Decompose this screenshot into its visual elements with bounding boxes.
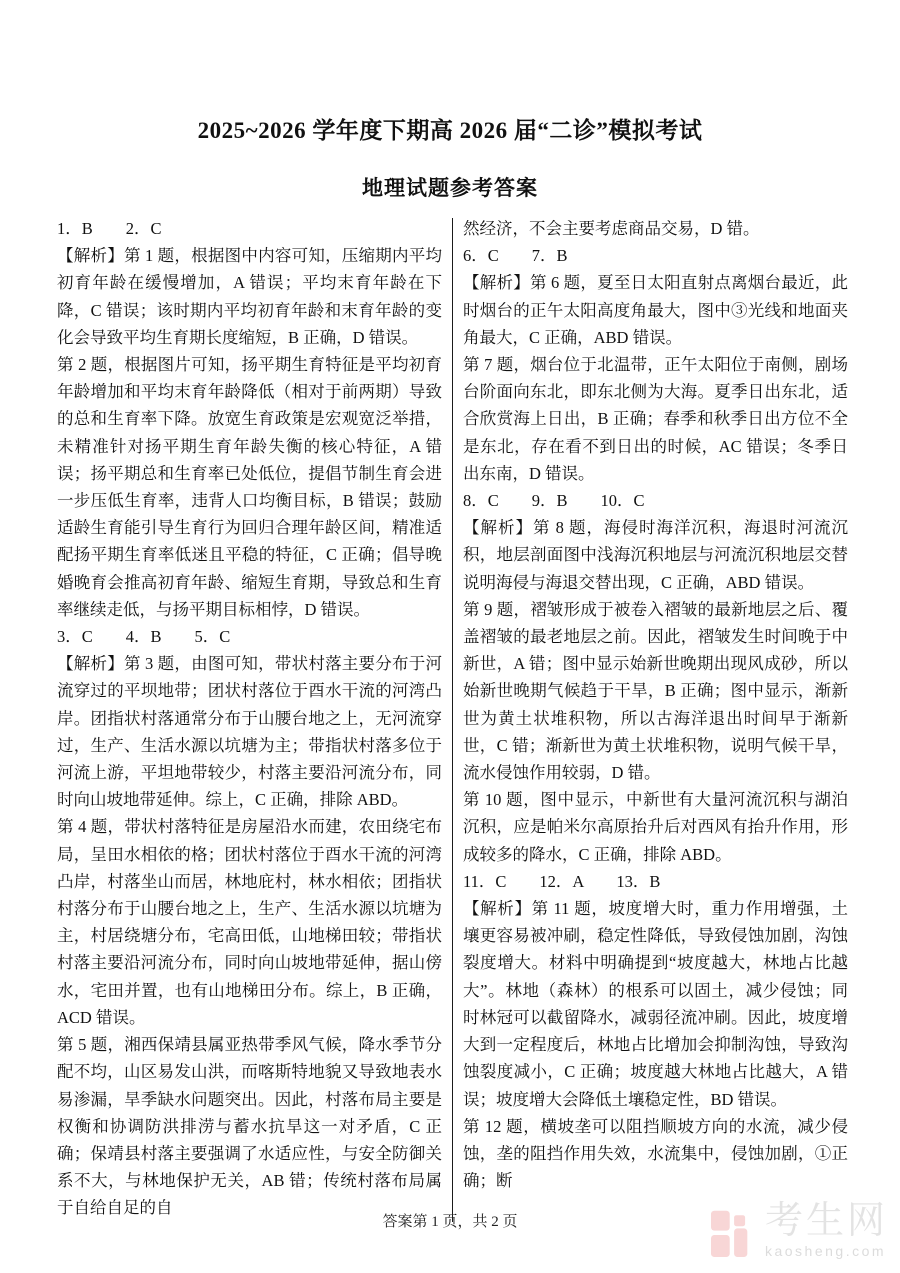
explanation-paragraph: 第 5 题，湘西保靖县属亚热带季风气候，降水季节分配不均，山区易发山洪，而喀斯特地貌又导致地表水易渗漏，旱季缺水问题突出。因此，村落布局主要是权衡和协调防洪排涝与蓄水抗旱这一对矛盾，C 正确；保靖县村落主要强调了水适应性，与安全防御关系不大，与林地保护无关，AB 错；传统村落布局属于自给自足的自: [57, 1035, 442, 1218]
kaosheng-watermark: [711, 1201, 888, 1263]
right-column: [463, 215, 848, 1222]
answer-key-line: 6．C 7．B: [463, 246, 568, 266]
explanation-paragraph: 【解析】第 6 题，夏至日太阳直射点离烟台最近，此时烟台的正午太阳高度角最大，图中③光线和地面夹角最大，C 正确，ABD 错误。: [463, 273, 848, 347]
explanation-paragraph: 然经济，不会主要考虑商品交易，D 错。: [463, 219, 760, 238]
answer-key-line: 8．C 9．B 10．C: [463, 491, 645, 511]
answer-key-line: 11．C 12．A 13．B: [463, 871, 661, 891]
two-column-body: [57, 215, 848, 1222]
kaosheng-logo-icon: [711, 1207, 755, 1263]
watermark-domain: kaosheng.com: [764, 1243, 887, 1259]
explanation-paragraph: 第 7 题，烟台位于北温带，正午太阳位于南侧，剧场台阶面向东北，即东北侧为大海。夏季日出东北，适合欣赏海上日出，B 正确；春季和秋季日出方位不全是东北，存在看不到日出的时候，AC 错误；冬季日出东南，D 错误。: [463, 355, 848, 483]
watermark-text-block: [765, 1201, 888, 1259]
watermark-brand: 考生网: [764, 1200, 888, 1242]
answer-key-line: 3．C 4．B 5．C: [57, 627, 231, 647]
answer-key-line: 1．B 2．C: [57, 219, 162, 238]
explanation-paragraph: 【解析】第 8 题，海侵时海洋沉积，海退时河流沉积，地层剖面图中浅海沉积地层与河流沉积地层交替说明海侵与海退交替出现，C 正确，ABD 错误。: [463, 518, 848, 592]
explanation-paragraph: 第 12 题，横坡垄可以阻挡顺坡方向的水流，减少侵蚀，垄的阻挡作用失效，水流集中，侵蚀加剧，①正确；断: [463, 1116, 848, 1191]
page-title: 2025~2026 学年度下期高 2026 届“二诊”模拟考试: [197, 118, 703, 143]
explanation-paragraph: 第 2 题，根据图片可知，扬平期生育特征是平均初育年龄增加和平均末育年龄降低（相对于前两期）导致的总和生育率下降。放宽生育政策是宏观宽泛举措，未精准针对扬平期生育年龄失衡的核心特征，A 错误；扬平期总和生育率已处低位，提倡节制生育会进一步压低生育率，违背人口均衡目标，B 错误；鼓励适龄生育能引导生育行为回归合理年龄区间，精准适配扬平期生育率低迷且平稳的特征，C 正确；倡导晚婚晚育会推高初育年龄、缩短生育期，导致总和生育率继续走低，与扬平期目标相悖，D 错误。: [57, 355, 442, 619]
explanation-paragraph: 第 10 题，图中显示，中新世有大量河流沉积与湖泊沉积，应是帕米尔高原抬升后对西风有抬升作用，形成较多的降水，C 正确，排除 ABD。: [463, 790, 848, 864]
explanation-paragraph: 【解析】第 11 题，坡度增大时，重力作用增强，土壤更容易被冲刷，稳定性降低，导致侵蚀加剧，沟蚀裂度增大。材料中明确提到“坡度越大，林地占比越大”。林地（森林）的根系可以固土，减少侵蚀；同时林冠可以截留降水，减弱径流冲刷。因此，坡度增大到一定程度后，林地占比增加会抑制沟蚀，导致沟蚀裂度减小，C 正确；坡度越大林地占比越大，A 错误；坡度增大会降低土壤稳定性，BD 错误。: [463, 899, 848, 1109]
left-column: [57, 215, 442, 1222]
explanation-paragraph: 【解析】第 1 题，根据图中内容可知，压缩期内平均初育年龄在缓慢增加，A 错误；平均末育年龄在下降，C 错误；该时期内平均初育年龄和末育年龄的变化会导致平均生育期长度缩短，B 正确，D 错误。: [57, 246, 442, 347]
explanation-paragraph: 第 9 题，褶皱形成于被卷入褶皱的最新地层之后、覆盖褶皱的最老地层之前。因此，褶皱发生时间晚于中新世，A 错；图中显示始新世晚期出现风成砂，所以始新世晚期气候趋于干旱，B 正确；图中显示，渐新世为黄土状堆积物，所以古海洋退出时间早于渐新世，C 错；渐新世为黄土状堆积物，说明气候干旱，流水侵蚀作用较弱，D 错。: [463, 599, 848, 783]
page-subtitle: 地理试题参考答案: [362, 176, 538, 200]
explanation-paragraph: 【解析】第 3 题，由图可知，带状村落主要分布于河流穿过的平坝地带；团状村落位于酉水干流的河湾凸岸。团指状村落通常分布于山腰台地之上，无河流穿过，生产、生活水源以坑塘为主；带指状村落多位于河流上游，平坦地带较少，村落主要沿河流分布，同时向山坡地带延伸。综上，C 正确，排除 ABD。: [57, 654, 442, 810]
column-divider: [452, 218, 453, 1222]
page-number-label: 答案第 1 页，共 2 页: [382, 1214, 518, 1230]
explanation-paragraph: 第 4 题，带状村落特征是房屋沿水而建，农田绕宅布局，呈田水相依的格；团状村落位于酉水干流的河湾凸岸，村落坐山而居，林地庇村，林水相依；团指状村落分布于山腰台地之上，生产、生活水源以坑塘为主，村居绕塘分布，宅高田低，山地梯田较；带指状村落主要沿河流分布，同时向山坡地带延伸，据山傍水，宅田并置，也有山地梯田分布。综上，B 正确，ACD 错误。: [57, 817, 442, 1027]
